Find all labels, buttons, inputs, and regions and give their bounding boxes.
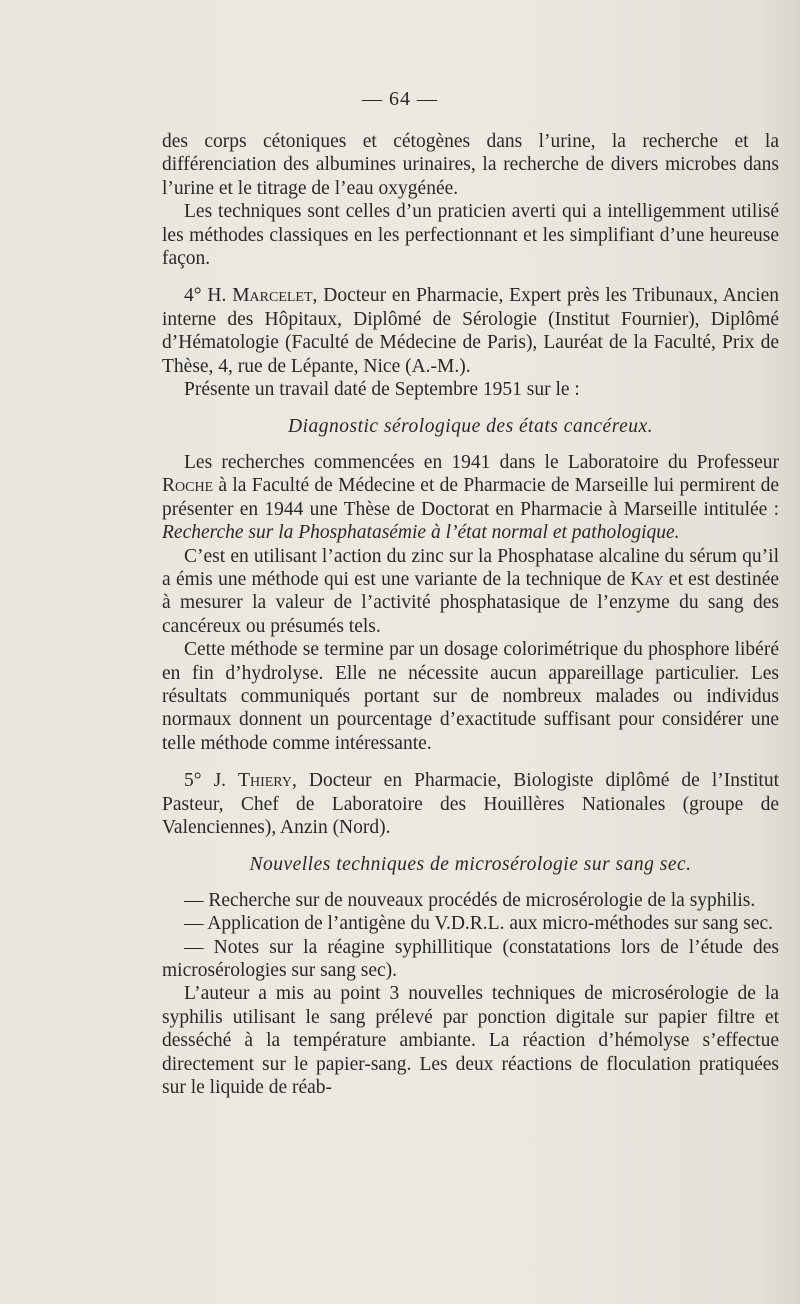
professor-name: Roche bbox=[162, 475, 214, 497]
section-title-microserology: Nouvelles techniques de microsérologie sur sang sec. bbox=[249, 854, 692, 876]
paragraph-method: Cette méthode se termine par un dosage colorimétrique du phosphore libéré en fin d’hydrolyse. Elle ne nécessite aucun appareillage particulier. Les résultats communiqués portant sur de nombreux malades ou individus normaux donnent un pourcentage d’exactitude suffisant pour considérer une telle méthode comme intéressante. bbox=[162, 639, 779, 754]
paragraph-2: Les techniques sont celles d’un praticien averti qui a intelligemment utilisé les méthodes classiques en les perfectionnant et les simplifiant d’une heureuse façon. bbox=[162, 201, 779, 270]
body-text bbox=[162, 130, 779, 1099]
section-title-diagnostic: Diagnostic sérologique des états cancéreux. bbox=[287, 416, 654, 438]
entry-5-header: 5° J. Thiery, Docteur en Pharmacie, Biologiste diplômé de l’Institut Pasteur, Chef de Laboratoire des Houillères Nationales (groupe de Valenciennes), Anzin (Nord). bbox=[162, 770, 779, 838]
author-name: Marcelet bbox=[232, 285, 313, 307]
list-item-application: — Application de l’antigène du V.D.R.L. aux micro-méthodes sur sang sec. bbox=[184, 913, 774, 935]
list-item-notes: — Notes sur la réagine syphillitique (constatations lors de l’étude des microsérologies sur sang sec). bbox=[162, 936, 779, 981]
thesis-title: Recherche sur la Phosphatasémie à l’état normal et pathologique. bbox=[162, 522, 680, 544]
paragraph-1: des corps cétoniques et cétogènes dans l’urine, la recherche et la différenciation des albumines urinaires, la recherche de divers microbes dans l’urine et le titrage de l’eau oxygénée. bbox=[162, 131, 779, 199]
list-item-research: — Recherche sur de nouveaux procédés de microsérologie de la syphilis. bbox=[184, 889, 756, 911]
entry-4-header: 4° H. Marcelet, Docteur en Pharmacie, Expert près les Tribunaux, Ancien interne des Hôpitaux, Diplômé de Sérologie (Institut Fournier), Diplômé d’Hématologie (Faculté de Médecine de Paris), Lauréat de la Faculté, Prix de Thèse, 4, rue de Lépante, Nice (A.-M.). bbox=[162, 285, 779, 377]
paragraph-research: Les recherches commencées en 1941 dans le Laboratoire du Professeur Roche à la Faculté de Médecine et de Pharmacie de Marseille lui permirent de présenter en 1944 une Thèse de Doctorat en Pharmacie à Marseille intitulée : Recherche sur la Phosphatasémie à l’état normal et pathologique. bbox=[162, 451, 779, 544]
method-author-name: Kay bbox=[630, 568, 664, 590]
page-number: — 64 — bbox=[362, 88, 438, 110]
paragraph-author: L’auteur a mis au point 3 nouvelles techniques de microsérologie de la syphilis utilisant le sang prélevé par ponction digitale sur papier filtre et desséché à la température ambiante. La réaction d’hémolyse s’effectue directement sur le papier-sang. Les deux réactions de floculation pratiquées sur le liquide de réab- bbox=[162, 983, 779, 1099]
paragraph-presents: Présente un travail daté de Septembre 1951 sur le : bbox=[184, 379, 580, 401]
paragraph-zinc: C’est en utilisant l’action du zinc sur la Phosphatase alcaline du sérum qu’il a émis une méthode qui est une variante de la technique de Kay et est destinée à mesurer la valeur de l’activité phosphatasique de l’enzyme du sang des cancéreux ou présumés tels. bbox=[162, 545, 780, 637]
author-name-2: Thiery bbox=[238, 770, 292, 792]
